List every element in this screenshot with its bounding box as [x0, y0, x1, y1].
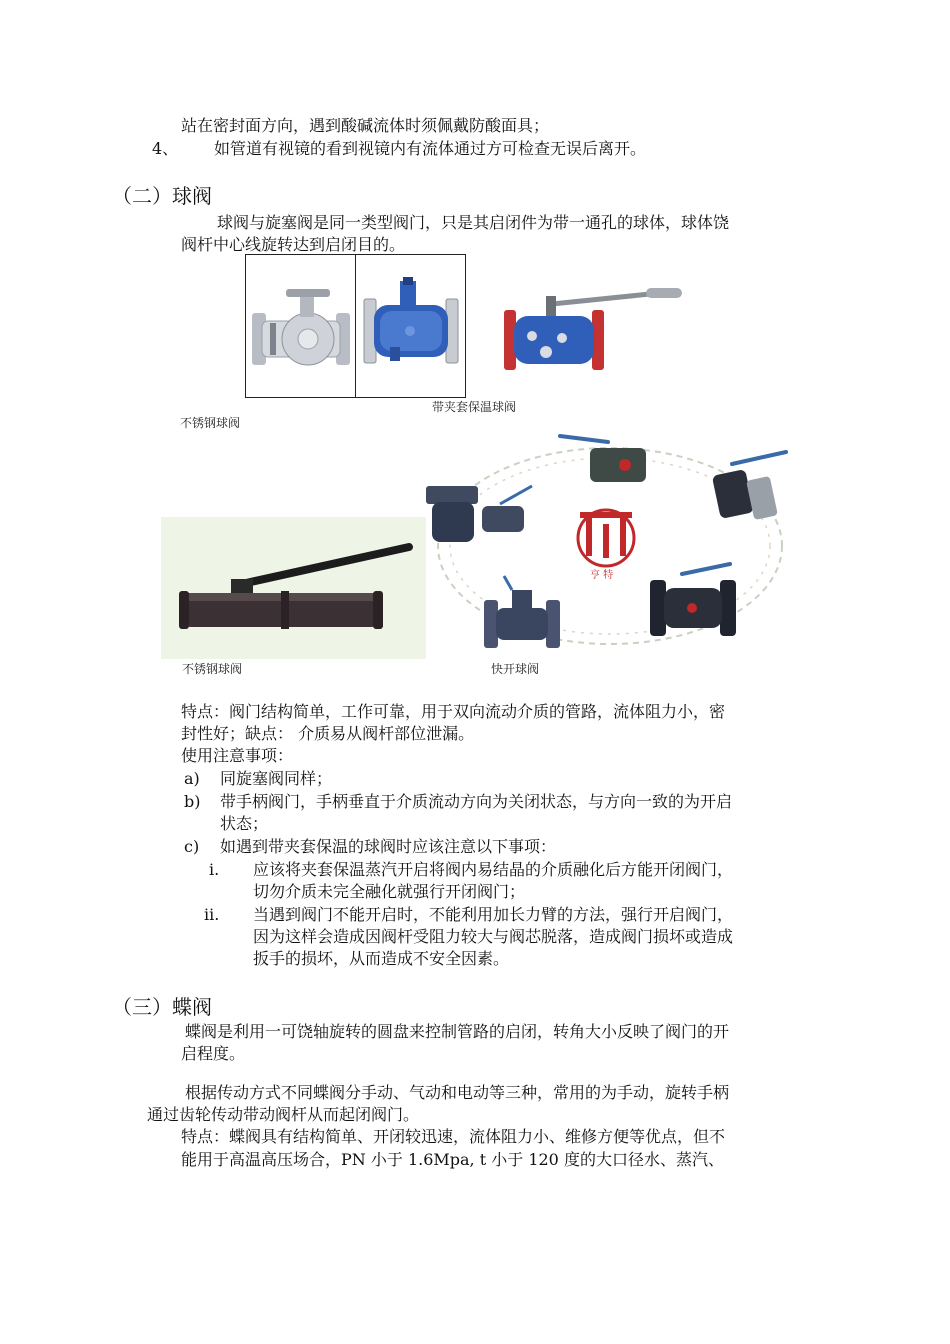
- sublist-item-ii-line1: 当遇到阀门不能开启时，不能利用加长力臂的方法，强行开启阀门，: [253, 905, 734, 924]
- intro-item4-text: 如管道有视镜的看到视镜内有流体通过方可检查无误后离开。: [214, 139, 647, 158]
- list-item-c-line1: 如遇到带夹套保温的球阀时应该注意以下事项：: [220, 837, 557, 856]
- list-item-b-line2: 状态；: [220, 814, 269, 833]
- jacketed-ball-valve-image: [355, 254, 466, 398]
- sublist-item-i-line1: 应该将夹套保温蒸汽开启将阀内易结晶的介质融化后方能开闭阀门，: [253, 860, 734, 879]
- sublist-item-i-line2: 切勿介质未完全融化就强行开闭阀门；: [253, 882, 526, 901]
- stainless-ball-valve-image: [245, 254, 357, 398]
- section2-title: （二）球阀: [112, 184, 212, 208]
- section3-p3-line2: 能用于高温高压场合，PN 小于 1.6Mpa, t 小于 120 度的大口径水、蒸汽、: [181, 1150, 724, 1169]
- quick-open-ball-valves-image: [420, 428, 800, 660]
- section3-p1-line1: 蝶阀是利用一可饶轴旋转的圆盘来控制管路的启闭，转角大小反映了阀门的开: [185, 1022, 730, 1041]
- sublist-item-ii-marker: ii.: [204, 905, 220, 924]
- list-item-b-line1: 带手柄阀门，手柄垂直于介质流动方向为关闭状态，与方向一致的为开启: [220, 792, 733, 811]
- jacketed-ball-valve-handle-image: [500, 282, 690, 382]
- features-line2: 封性好；缺点： 介质易从阀杆部位泄漏。: [181, 724, 475, 743]
- sublist-item-ii-line2: 因为这样会造成因阀杆受阻力较大与阀芯脱落，造成阀门损坏或造成: [253, 927, 734, 946]
- caption-stainless-ball-valve-2: 不锈钢球阀: [182, 662, 243, 676]
- section3-p2-line2: 通过齿轮传动带动阀杆从而起闭阀门。: [147, 1105, 420, 1124]
- caption-stainless-ball-valve-1: 不锈钢球阀: [180, 416, 241, 430]
- intro-line-continued: 站在密封面方向，遇到酸碱流体时须佩戴防酸面具；: [181, 116, 550, 135]
- list-item-a-line1: 同旋塞阀同样；: [220, 769, 333, 788]
- section2-desc-line1: 球阀与旋塞阀是同一类型阀门，只是其启闭件为带一通孔的球体，球体饶: [217, 213, 730, 232]
- list-item-a-marker: a): [184, 769, 200, 788]
- section3-title: （三）蝶阀: [112, 995, 212, 1019]
- features-line1: 特点：阀门结构简单，工作可靠，用于双向流动介质的管路，流体阻力小，密: [181, 702, 726, 721]
- section3-p3-line1: 特点：蝶阀具有结构简单、开闭较迅速，流体阻力小、维修方便等优点，但不: [181, 1127, 726, 1146]
- sublist-item-i-marker: i.: [209, 860, 220, 879]
- intro-item4-number: 4、: [152, 139, 179, 158]
- logo-text: 亨 特: [590, 570, 614, 581]
- stainless-ball-valve-long-handle-image: [161, 517, 426, 659]
- list-item-b-marker: b): [184, 792, 201, 811]
- caption-jacketed-ball-valve: 带夹套保温球阀: [432, 400, 517, 414]
- list-item-c-marker: c): [184, 837, 200, 856]
- section3-p2-line1: 根据传动方式不同蝶阀分手动、气动和电动等三种，常用的为手动，旋转手柄: [185, 1083, 730, 1102]
- caption-quick-open-ball-valve: 快开球阀: [491, 662, 540, 676]
- sublist-item-ii-line3: 扳手的损坏，从而造成不安全因素。: [253, 949, 510, 968]
- section2-desc-line2: 阀杆中心线旋转达到启闭目的。: [181, 235, 406, 254]
- usage-title: 使用注意事项：: [181, 746, 294, 765]
- section3-p1-line2: 启程度。: [181, 1044, 246, 1063]
